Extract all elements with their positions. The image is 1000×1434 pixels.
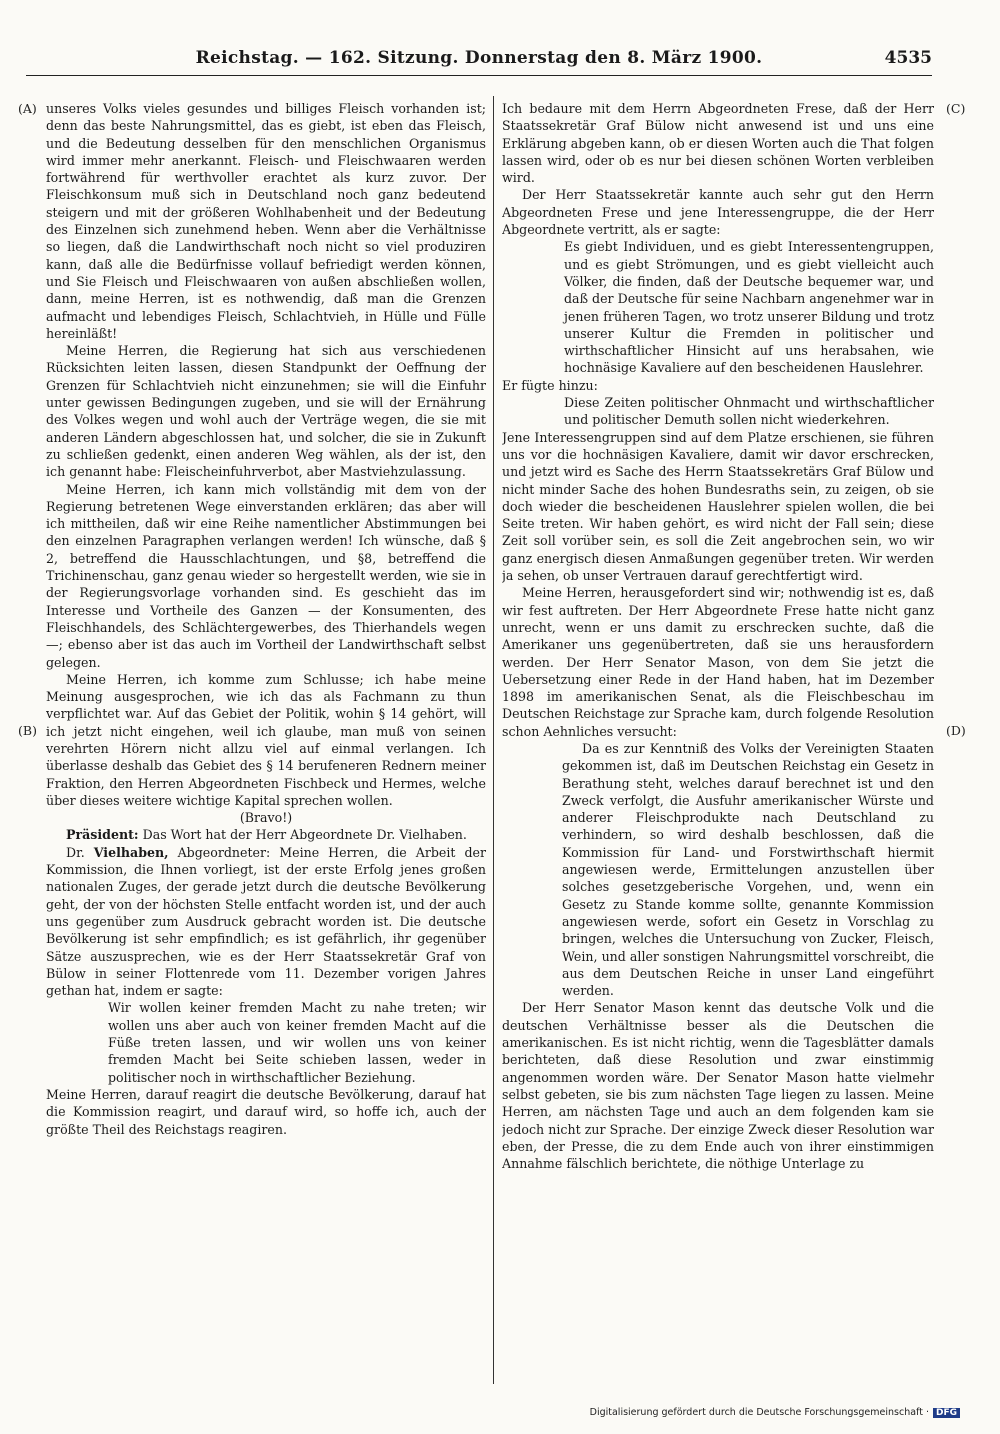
president-label: Präsident: — [66, 827, 139, 843]
credit-text: Digitalisierung gefördert durch die Deutsche Forschungsgemeinschaft · — [589, 1407, 929, 1418]
speaker-paragraph — [46, 844, 486, 1000]
page-number: 4535 — [884, 48, 932, 68]
paragraph: Ich bedaure mit dem Herrn Abgeordneten Frese, daß der Herr Staatssekretär Graf Bülow nicht anwesend ist und uns eine Erklärung abgeben kann, ob er diesen Worten auch die That folgen lassen wird, oder ob es nur bei diesen schönen Worten verbleiben wird. — [502, 101, 934, 186]
margin-mark-a: (A) — [18, 101, 37, 116]
paragraph: Meine Herren, herausgefordert sind wir; nothwendig ist es, daß wir fest auftreten. Der Herr Abgeordnete Frese hatte nicht ganz unrecht, wenn er uns damit zu erschrecken suchte, daß die Amerikaner uns gegenübertreten, daß sie uns herausfordern werden. Der Herr Senator Mason, von dem Sie jetzt die Uebersetzung einer Rede in der Hand haben, hat im Dezember 1898 im amerikanischen Senat, als die Fleischbeschau im Deutschen Reichstage zur Sprache kam, durch folgende Resolution schon Aehnliches versucht: — [502, 585, 934, 739]
paragraph: Jene Interessengruppen sind auf dem Platze erschienen, sie führen uns vor die hochnäsigen Kavaliere, damit wir davor erschrecken, und jetzt wird es Sache des Herrn Staatssekretärs Graf Bülow und nicht minder Sache des hohen Bundesraths sein, zu zeigen, ob sie doch wieder die bescheidenen Hauslehrer spielen wollen, die bei Seite treten. Wir haben gehört, es wird nicht der Fall sein; diese Zeit soll vorüber sein, es soll die Zeit angebrochen sein, wo wir ganz energisch diesen Anmaßungen gegenüber treten. Wir werden ja sehen, ob unser Vertrauen darauf gerechtfertigt wird. — [502, 429, 934, 584]
speaker-prefix: Dr. — [66, 844, 85, 860]
right-column — [502, 100, 934, 1380]
president-text: Das Wort hat der Herr Abgeordnete Dr. Vielhaben. — [142, 827, 467, 843]
president-paragraph — [46, 826, 486, 843]
paragraph: Meine Herren, darauf reagirt die deutsche Bevölkerung, darauf hat die Kommission reagirt, und darauf wird, so hoffe ich, auch der größte Theil des Reichstags reagiren. — [46, 1086, 486, 1137]
paragraph: Er fügte hinzu: — [502, 377, 598, 393]
quotation — [564, 238, 934, 376]
digitization-credit — [590, 1407, 960, 1418]
speaker-text: Abgeordneter: Meine Herren, die Arbeit der Kommission, die Ihnen vorliegt, ist der erste Erfolg jenes großen nationalen Zuges, der gerade jetzt durch die deutsche Bevölkerung geht, der von der höchsten Stelle entfacht worden ist, und der auch uns gegenüber zum Ausdruck gebracht worden ist. Die deutsche Bevölkerung ist sehr empfindlich; es ist gefährlich, ihr gegenüber Sätze auszusprechen, wie es der Herr Staatssekretär Graf von Bülow in seiner Flottenrede vom 11. Dezember vorigen Jahres gethan hat, indem er sagte: — [46, 844, 486, 999]
quotation — [108, 999, 486, 1085]
margin-mark-c: (C) — [946, 101, 966, 116]
quotation-text: Es giebt Individuen, und es giebt Interessentengruppen, und es giebt Strömungen, und es giebt vielleicht auch Völker, die finden, daß der Deutsche bequemer war, und daß der Deutsche für seine Nachbarn angenehmer war in jenen früheren Tagen, wo trotz unserer Bildung und trotz unserer Kultur die Fremden in politischer und wirthschaftlicher Hinsicht auf uns herabsahen, wie hochnäsige Kavaliere auf den bescheidenen Hauslehrer. — [564, 239, 934, 376]
paragraph: Meine Herren, ich kann mich vollständig mit dem von der Regierung betretenen Wege einverstanden erklären; das aber will ich mittheilen, daß wir eine Reihe namentlicher Abstimmungen bei den einzelnen Paragraphen verlangen werden! Ich wünsche, daß § 2, betreffend die Hausschlachtungen, und §8, betreffend die Trichinenschau, ganz genau wieder so hergestellt werden, wie sie in der Regierungsvorlage vorhanden sind. Es geschieht das im Interesse und Vortheile des Ganzen — der Konsumenten, des Fleischhandels, des Schlächtergewerbes, des Thierhandels wegen —; ebenso aber ist das auch im Vortheil der Landwirthschaft selbst gelegen. — [46, 481, 486, 670]
paragraph: Meine Herren, ich komme zum Schlusse; ich habe meine Meinung ausgesprochen, wie ich das als Fachmann zu thun verpflichtet war. Auf das Gebiet der Politik, wohin § 14 gehört, will ich jetzt nicht eingehen, weil ich glaube, man muß von seinen verehrten Hörern nicht allzu viel auf einmal verlangen. Ich überlasse deshalb das Gebiet des § 14 berufeneren Rednern meiner Fraktion, den Herren Abgeordneten Fischbeck und Hermes, welche über dieses weitere wichtige Kapital sprechen wollen. — [46, 671, 486, 808]
column-divider — [493, 96, 494, 1384]
quotation-text: Da es zur Kenntniß des Volks der Vereinigten Staaten gekommen ist, daß im Deutschen Reichstag ein Gesetz in Berathung steht, welches darauf berechnet ist und den Zweck verfolgt, die Ausfuhr amerikanischer Würste und anderer Fleischprodukte nach Deutschland zu verhindern, so wird deshalb beschlossen, daß die Kommission für Land- und Forstwirthschaft hiermit angewiesen werde, Ermittelungen anzustellen über solches gesetzgeberische Vorgehen, und, wenn ein Gesetz zu Stande komme sollte, genannte Kommission angewiesen werde, sofort ein Gesetz in Vorschlag zu bringen, welches die Untersuchung von Zucker, Fleisch, Wein, und aller sonstigen Nahrungsmittel vorschreibt, die aus dem Deutschen Reiche in unser Land eingeführt werden. — [562, 740, 934, 999]
margin-mark-b: (B) — [18, 723, 37, 738]
applause-note: (Bravo!) — [239, 810, 293, 826]
quotation — [564, 394, 934, 429]
paragraph: unseres Volks vieles gesundes und billiges Fleisch vorhanden ist; denn das beste Nahrungsmittel, das es giebt, ist eben das Fleisch, und die Bedeutung desselben für den menschlichen Organismus wird immer mehr anerkannt. Fleisch- und Fleischwaaren werden fortwährend für werthvoller erachtet als kurz zuvor. Der Fleischkonsum muß sich in Deutschland noch ganz bedeutend steigern und mit der größeren Wohlhabenheit und der Bedeutung des Einzelnen sich zunehmend heben. Wenn aber die Verhältnisse so liegen, daß die Landwirthschaft noch nicht so viel produziren kann, daß alle die Bedürfnisse vollauf befriedigt werden können, und Sie Fleisch und Fleischwaaren von außen abschließen wollen, dann, meine Herren, ist es nothwendig, daß man die Grenzen aufmacht und lebendiges Fleisch, Schlachtvieh, in Hülle und Fülle hereinläßt! — [46, 101, 486, 341]
margin-mark-d: (D) — [946, 723, 966, 738]
header-rule — [26, 75, 932, 76]
paragraph: Meine Herren, die Regierung hat sich aus verschiedenen Rücksichten leiten lassen, diesen Standpunkt der Oeffnung der Grenzen für Schlachtvieh nicht einzunehmen; sie will die Einfuhr unter gewissen Bedingungen zugeben, und sie will der Ernährung des Volkes wegen und wohl auch der Verträge wegen, die sie mit anderen Ländern abgeschlossen hat, und solcher, die sie in Zukunft zu schließen gedenkt, einen anderen Weg wählen, als der ist, den ich genannt habe: Fleischeinfuhrverbot, aber Mastviehzulassung. — [46, 343, 486, 480]
paragraph: Der Herr Staatssekretär kannte auch sehr gut den Herrn Abgeordneten Frese und jene Interessengruppe, die der Herr Abgeordnete vertritt, als er sagte: — [502, 187, 934, 238]
quotation-text: Wir wollen keiner fremden Macht zu nahe treten; wir wollen uns aber auch von keiner fremden Macht auf die Füße treten lassen, und wir wollen uns von keiner fremden Macht bei Seite schieben lassen, weder in politischer noch in wirthschaftlicher Beziehung. — [108, 1000, 486, 1085]
page-title: Reichstag. — 162. Sitzung. Donnerstag den 8. März 1900. — [195, 48, 763, 68]
left-column — [46, 100, 486, 1380]
quotation-text: Diese Zeiten politischer Ohnmacht und wirthschaftlicher und politischer Demuth sollen nicht wiederkehren. — [564, 395, 934, 428]
resolution-quotation — [562, 740, 934, 999]
speaker-name: Vielhaben, — [93, 844, 169, 860]
dfg-logo: DFG — [933, 1408, 960, 1418]
page-header — [26, 44, 932, 78]
paragraph: Der Herr Senator Mason kennt das deutsche Volk und die deutschen Verhältnisse besser als die Deutschen die amerikanischen. Es ist nicht richtig, wenn die Tagesblätter damals berichteten, daß diese Resolution und zwar einstimmig angenommen worden wäre. Der Senator Mason hatte vielmehr selbst gebeten, sie bis zum nächsten Tage liegen zu lassen. Meine Herren, am nächsten Tage und auch an dem folgenden kam sie jedoch nicht zur Sprache. Der einzige Zweck dieser Resolution war eben, der Presse, die zu dem Ende auch von ihrer einstimmigen Annahme fälschlich berichtete, die nöthige Unterlage zu — [502, 1000, 934, 1172]
